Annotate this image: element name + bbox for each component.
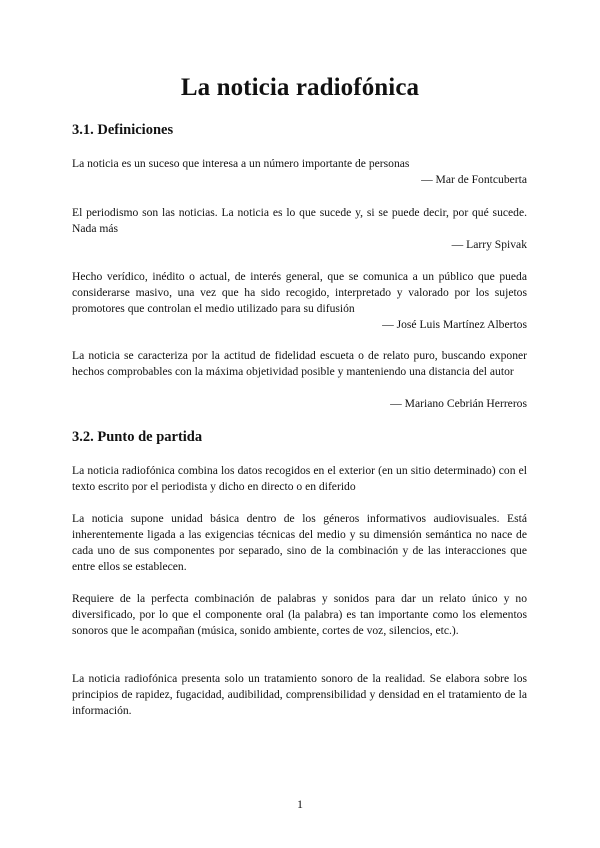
page-number: 1 xyxy=(297,797,303,811)
quote-text: El periodismo son las noticias. La noticia es lo que sucede y, si se puede decir, por qué sucede. Nada más xyxy=(72,206,527,235)
body-paragraph: La noticia radiofónica presenta solo un tratamiento sonoro de la realidad. Se elabora sobre los principios de rapidez, fugacidad, audibilidad, comprensibilidad y densidad en el tratamiento de la información. xyxy=(72,672,527,717)
section-heading-definiciones: 3.1. Definiciones xyxy=(72,122,174,138)
quote-author: — Larry Spivak xyxy=(451,238,527,251)
page-title: La noticia radiofónica xyxy=(180,74,420,101)
quote-author: — Mariano Cebrián Herreros xyxy=(390,397,527,410)
body-paragraph: La noticia supone unidad básica dentro de los géneros informativos audiovisuales. Está inherentemente ligada a las exigencias técnicas del medio y su dimensión semántica no nace de cada uno de sus componentes por separado, sino de la combinación y de las interacciones que entre ellos se establecen. xyxy=(72,512,527,573)
section-heading-punto-de-partida: 3.2. Punto de partida xyxy=(72,429,203,445)
quote-text: La noticia es un suceso que interesa a un número importante de personas xyxy=(72,157,410,170)
quote-author: — José Luis Martínez Albertos xyxy=(382,318,527,331)
quote-author: — Mar de Fontcuberta xyxy=(421,173,527,186)
body-paragraph: Requiere de la perfecta combinación de palabras y sonidos para dar un relato único y no diversificado, por lo que el componente oral (la palabra) es tan importante como los elementos sonoros que le acompañan (música, sonido ambiente, cortes de voz, silencios, etc.). xyxy=(72,592,527,637)
quote-text: La noticia se caracteriza por la actitud de fidelidad escueta o de relato puro, buscando exponer hechos comprobables con la máxima objetividad posible y manteniendo una distancia del autor xyxy=(72,349,527,378)
body-paragraph: La noticia radiofónica combina los datos recogidos en el exterior (en un sitio determinado) con el texto escrito por el periodista y dicho en directo o en diferido xyxy=(72,464,527,493)
quote-text: Hecho verídico, inédito o actual, de interés general, que se comunica a un público que pueda considerarse masivo, una vez que ha sido recogido, interpretado y valorado por los sujetos promotores que controlan el medio utilizado para su difusión xyxy=(72,270,527,315)
